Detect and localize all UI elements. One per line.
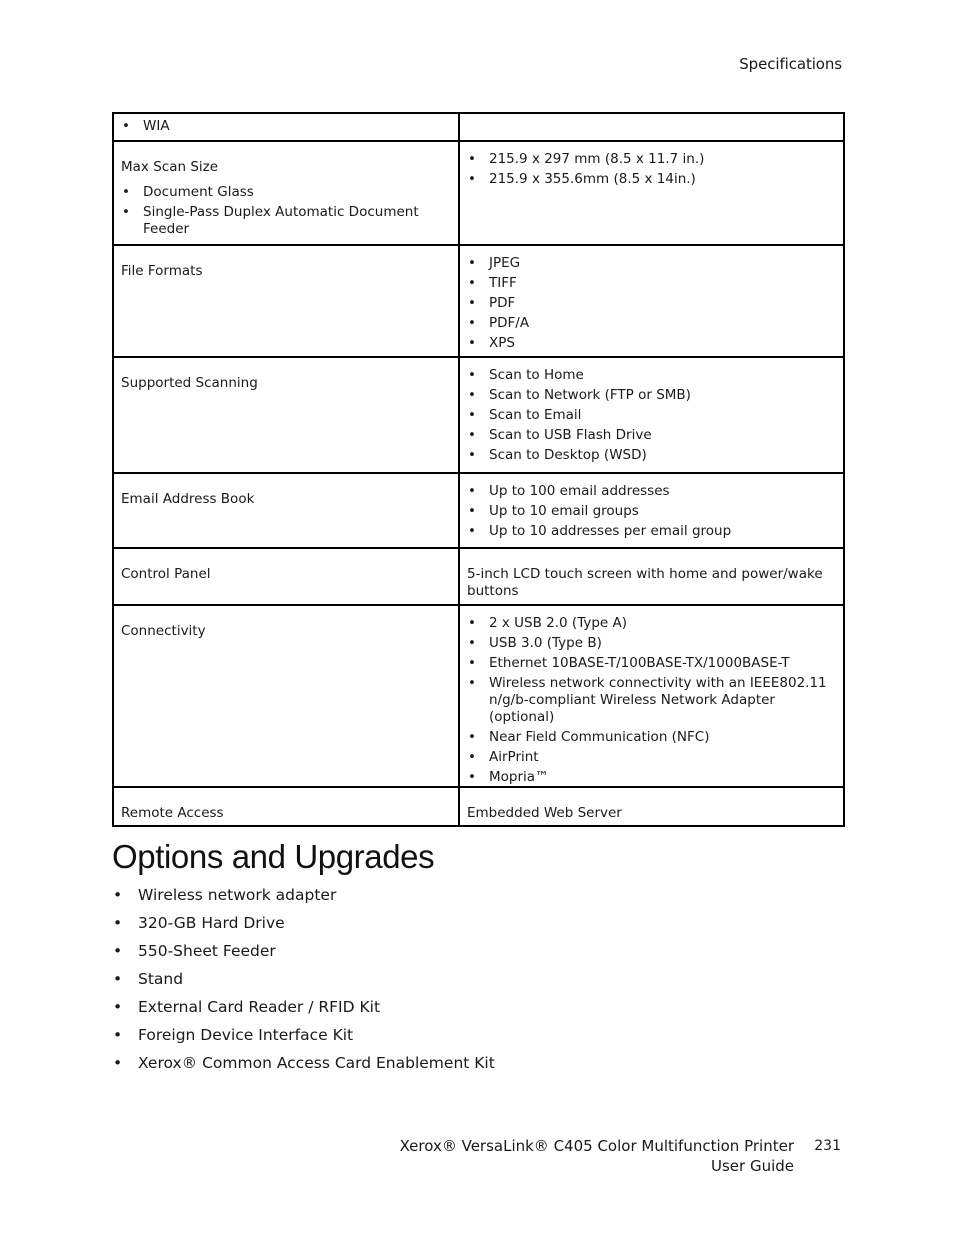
spec-value-cell xyxy=(459,357,844,473)
spec-value-cell xyxy=(459,605,844,787)
value-bullet-list xyxy=(467,483,837,540)
list-item: • Scan to Email xyxy=(467,407,837,424)
value-bullet-list xyxy=(467,615,837,786)
spec-value-cell xyxy=(459,787,844,826)
spec-value: 5-inch LCD touch screen with home and power/wake buttons xyxy=(467,566,823,599)
table-row xyxy=(113,548,844,605)
footer-product-name: Xerox® VersaLink® C405 Color Multifunction Printer xyxy=(399,1137,794,1155)
table-row xyxy=(113,473,844,548)
list-item: • JPEG xyxy=(467,255,837,272)
spec-label: Supported Scanning xyxy=(121,375,258,391)
spec-label: Connectivity xyxy=(121,623,206,639)
table-row xyxy=(113,787,844,826)
table-row xyxy=(113,245,844,357)
table-row xyxy=(113,141,844,245)
specifications-table xyxy=(112,112,845,827)
spec-label: Control Panel xyxy=(121,566,211,582)
page-number: 231 xyxy=(814,1138,841,1154)
list-item: • Up to 10 addresses per email group xyxy=(467,523,837,540)
list-item: • Foreign Device Interface Kit xyxy=(112,1023,495,1051)
table-row xyxy=(113,357,844,473)
list-item: • 2 x USB 2.0 (Type A) xyxy=(467,615,837,632)
list-item: • WIA xyxy=(121,118,452,135)
list-item: • Document Glass xyxy=(121,184,452,201)
list-item: • Ethernet 10BASE-T/100BASE-TX/1000BASE-T xyxy=(467,655,837,672)
spec-label-cell xyxy=(113,605,459,787)
list-item: • 215.9 x 297 mm (8.5 x 11.7 in.) xyxy=(467,151,837,168)
label-bullet-list xyxy=(121,184,452,238)
list-item: • PDF/A xyxy=(467,315,837,332)
spec-label-cell xyxy=(113,548,459,605)
spec-label-cell xyxy=(113,141,459,245)
spec-value-cell xyxy=(459,548,844,605)
spec-label: Remote Access xyxy=(121,805,224,821)
list-item: • Up to 100 email addresses xyxy=(467,483,837,500)
spec-label-cell xyxy=(113,473,459,548)
spec-value-cell xyxy=(459,141,844,245)
spec-label: Email Address Book xyxy=(121,491,255,507)
list-item: • Scan to Desktop (WSD) xyxy=(467,447,837,464)
table-row xyxy=(113,605,844,787)
page-footer xyxy=(400,1136,794,1176)
list-item: • Xerox® Common Access Card Enablement Kit xyxy=(112,1051,495,1079)
spec-label: File Formats xyxy=(121,263,203,279)
value-bullet-list xyxy=(467,151,837,188)
list-item: • USB 3.0 (Type B) xyxy=(467,635,837,652)
list-item: • Mopria™ xyxy=(467,769,837,786)
list-item: • 320-GB Hard Drive xyxy=(112,911,495,939)
list-item: • Wireless network connectivity with an IEEE802.11 n/g/b-compliant Wireless Network Adapter (optional) xyxy=(467,675,837,726)
list-item: • Near Field Communication (NFC) xyxy=(467,729,837,746)
list-item: • Single-Pass Duplex Automatic Document Feeder xyxy=(121,204,452,238)
options-list xyxy=(112,883,495,1079)
list-item: • External Card Reader / RFID Kit xyxy=(112,995,495,1023)
label-bullet-list xyxy=(121,118,452,135)
list-item: • 215.9 x 355.6mm (8.5 x 14in.) xyxy=(467,171,837,188)
spec-value-cell xyxy=(459,245,844,357)
spec-value-cell xyxy=(459,113,844,141)
spec-value-cell xyxy=(459,473,844,548)
spec-label-cell xyxy=(113,787,459,826)
list-item: • TIFF xyxy=(467,275,837,292)
spec-label-cell xyxy=(113,357,459,473)
value-bullet-list xyxy=(467,367,837,464)
list-item: • Scan to Network (FTP or SMB) xyxy=(467,387,837,404)
running-header: Specifications xyxy=(739,55,842,73)
list-item: • PDF xyxy=(467,295,837,312)
list-item: • Scan to Home xyxy=(467,367,837,384)
spec-label-cell xyxy=(113,245,459,357)
list-item: • Wireless network adapter xyxy=(112,883,495,911)
spec-label-cell xyxy=(113,113,459,141)
table-row xyxy=(113,113,844,141)
footer-document-type: User Guide xyxy=(710,1157,794,1175)
list-item: • XPS xyxy=(467,335,837,352)
spec-value: Embedded Web Server xyxy=(467,805,622,821)
section-title: Options and Upgrades xyxy=(112,838,435,875)
value-bullet-list xyxy=(467,255,837,352)
list-item: • Stand xyxy=(112,967,495,995)
list-item: • AirPrint xyxy=(467,749,837,766)
list-item: • Scan to USB Flash Drive xyxy=(467,427,837,444)
spec-label: Max Scan Size xyxy=(121,159,219,175)
list-item: • 550-Sheet Feeder xyxy=(112,939,495,967)
list-item: • Up to 10 email groups xyxy=(467,503,837,520)
